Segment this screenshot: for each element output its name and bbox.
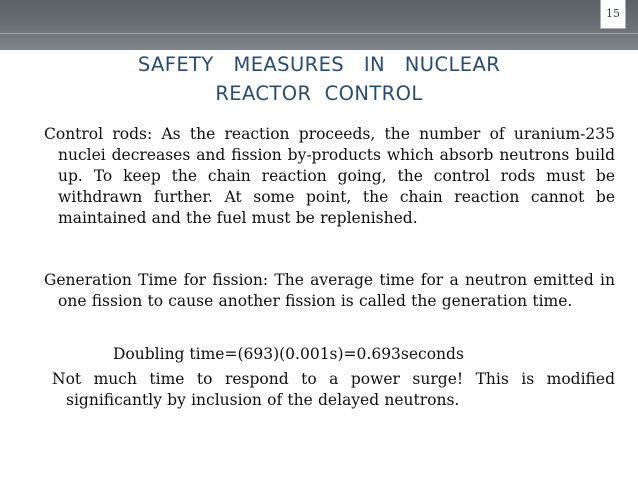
- slide-number-box: [600, 0, 626, 29]
- paragraph-generation-time: Generation Time for fission: The average time for a neutron emitted in one fission to cause another fission is called the generation time.: [44, 271, 615, 310]
- slide-number: 15: [606, 7, 620, 20]
- header-bar: [0, 0, 638, 50]
- title-line-1: SAFETY MEASURES IN NUCLEAR: [137, 53, 501, 76]
- slide-title: [0, 50, 638, 108]
- header-divider: [0, 33, 638, 34]
- title-line-2: REACTOR CONTROL: [215, 82, 423, 105]
- paragraph-power-surge: Not much time to respond to a power surge! This is modified significantly by inclusion of the delayed neutrons.: [52, 370, 615, 409]
- paragraph-control-rods: Control rods: As the reaction proceeds, the number of uranium-235 nuclei decreases and fission by-products which absorb neutrons build up. To keep the chain reaction going, the control rods must be withdrawn further. At some point, the chain reaction cannot be maintained and the fuel must be replenished.: [44, 125, 615, 227]
- doubling-time-formula: Doubling time=(693)(0.001s)=0.693seconds: [113, 345, 464, 363]
